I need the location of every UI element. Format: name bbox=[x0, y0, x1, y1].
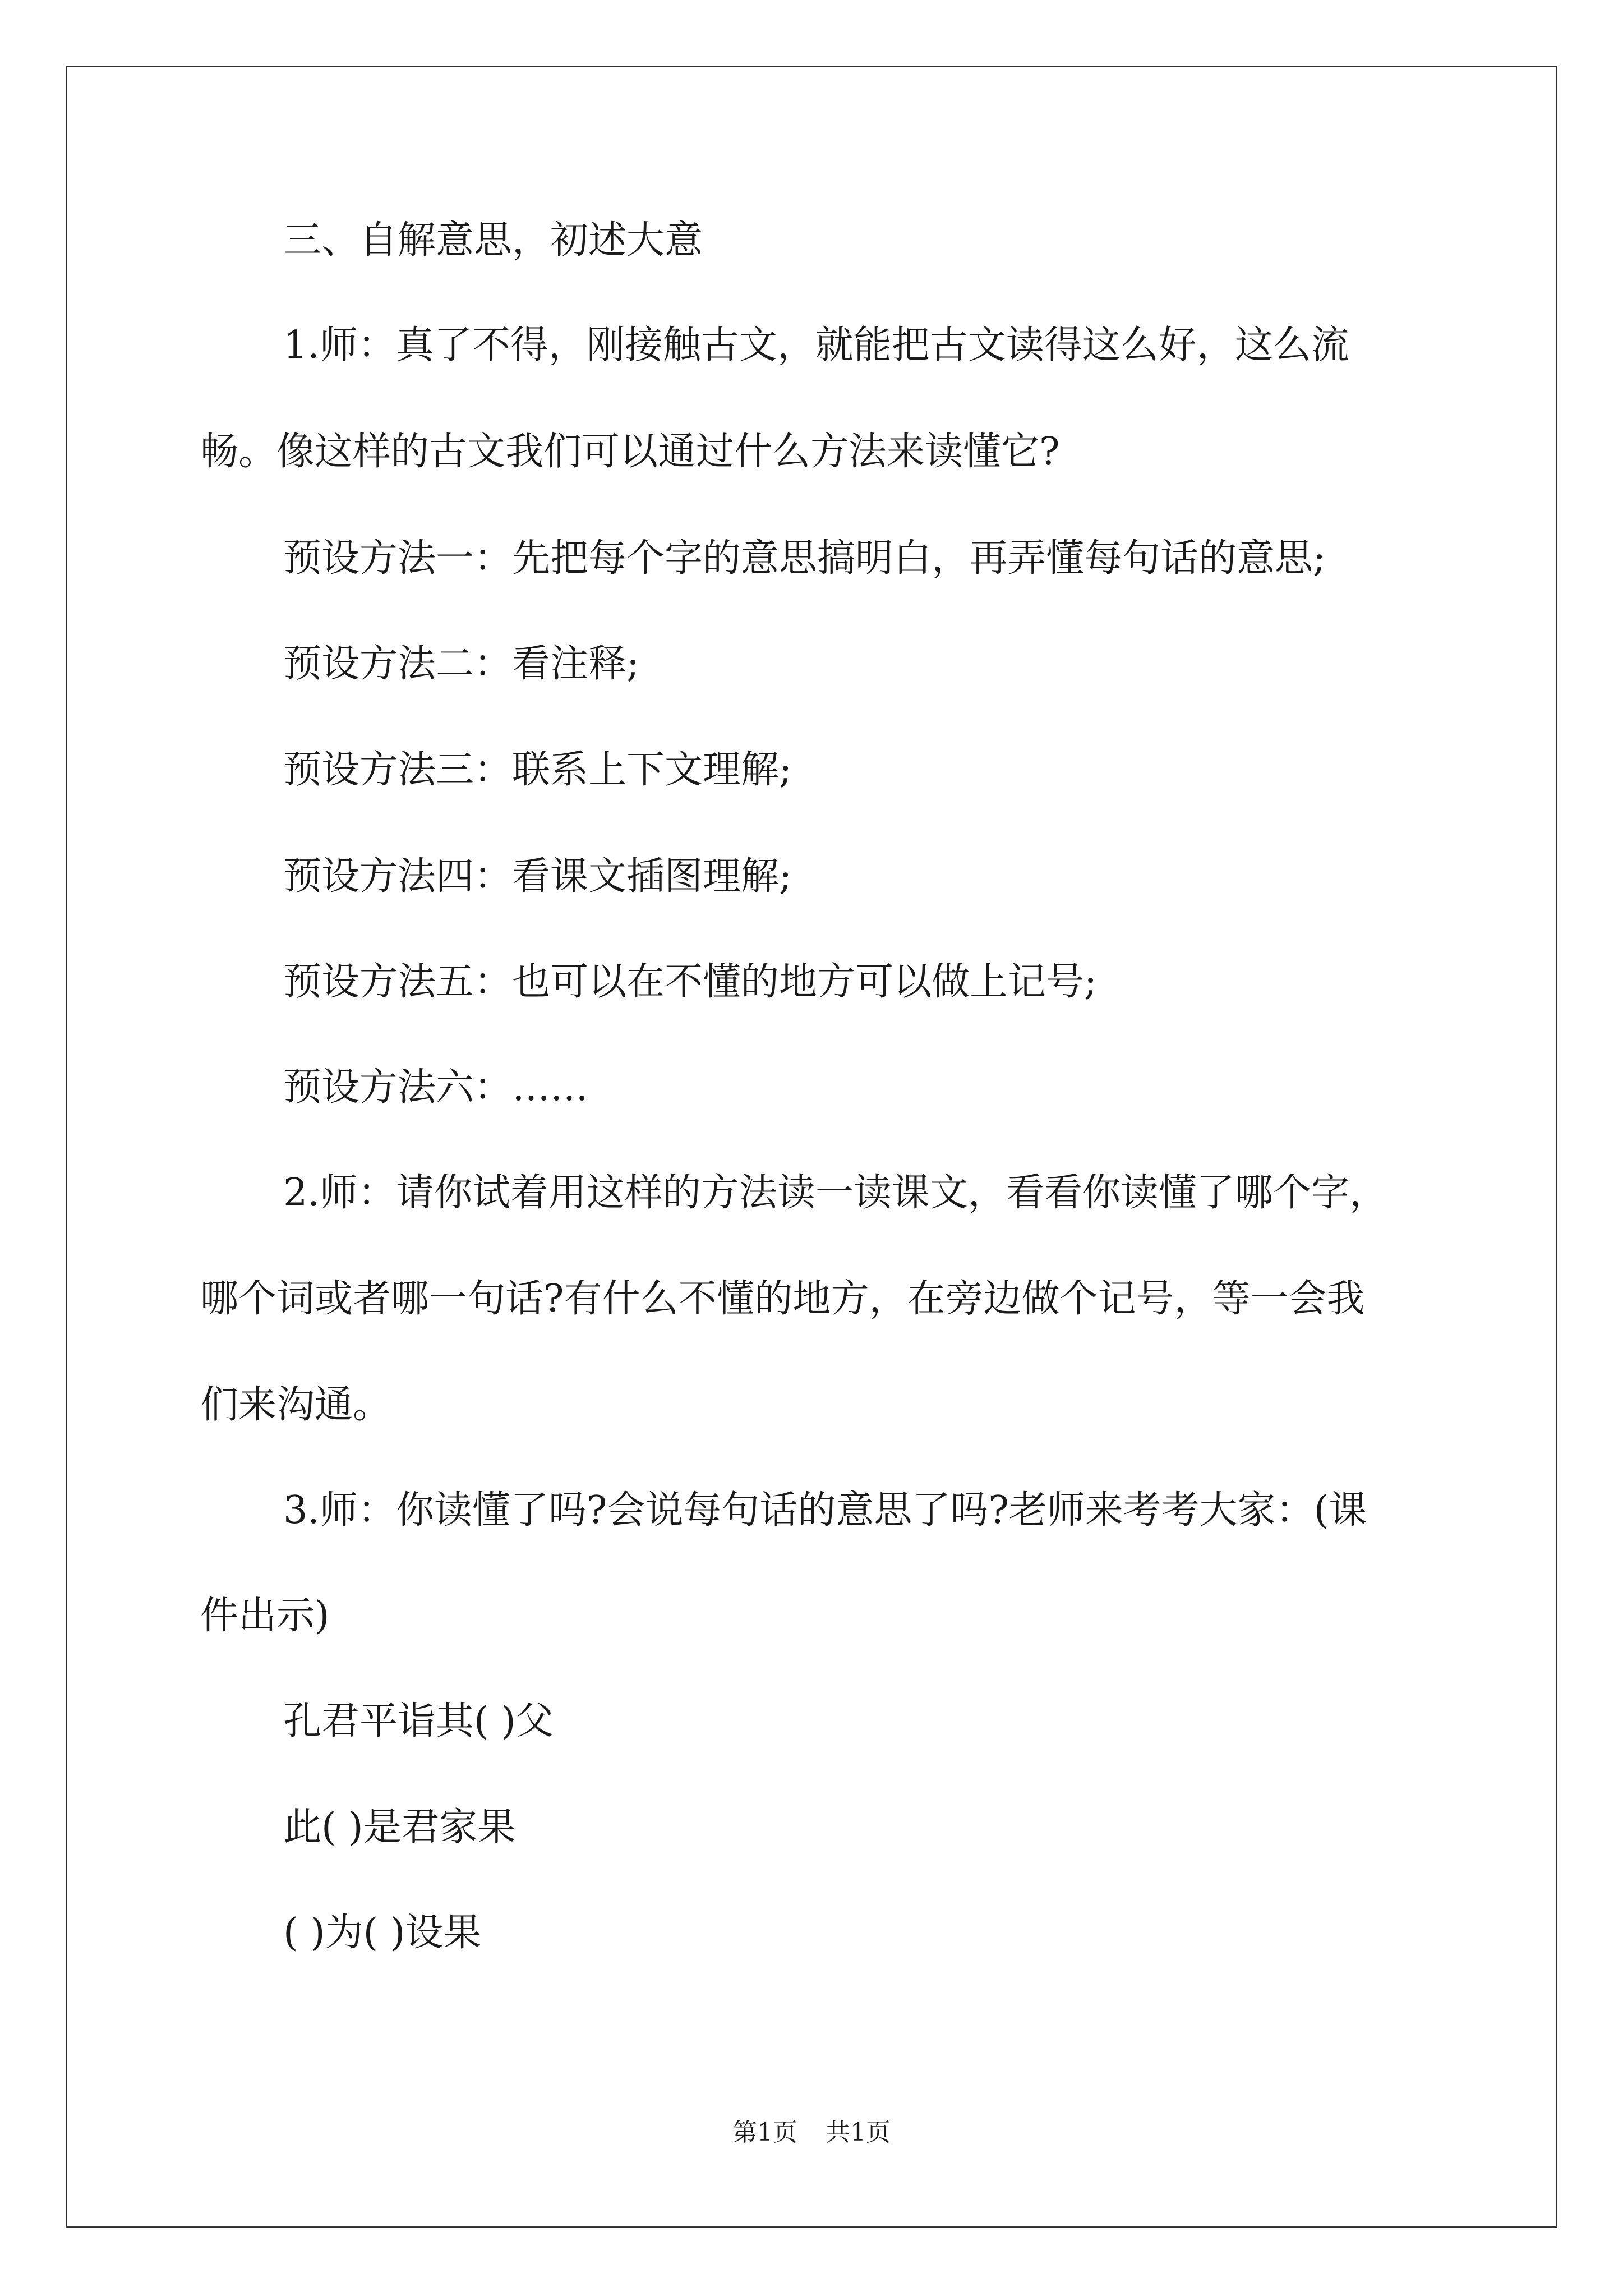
exercise-line: 此( )是君家果 bbox=[283, 1805, 516, 1849]
section-heading: 三、自解意思，初述大意 bbox=[283, 218, 703, 263]
paragraph-line: 们来沟通。 bbox=[200, 1383, 391, 1427]
paragraph-line: 3.师：你读懂了吗?会说每句话的意思了吗?老师来考考大家：(课 bbox=[283, 1488, 1367, 1533]
paragraph-line: 2.师：请你试着用这样的方法读一读课文，看看你读懂了哪个字， bbox=[283, 1171, 1387, 1215]
paragraph-line: 畅。像这样的古文我们可以通过什么方法来读懂它? bbox=[200, 430, 1060, 474]
page-border bbox=[66, 66, 1557, 2228]
page-number: 第1页 bbox=[732, 2118, 797, 2147]
paragraph-line: 1.师：真了不得，刚接触古文，就能把古文读得这么好，这么流 bbox=[283, 323, 1349, 367]
page-footer bbox=[0, 2120, 1623, 2145]
page-total: 共1页 bbox=[826, 2118, 891, 2147]
paragraph-line: 哪个词或者哪一句话?有什么不懂的地方，在旁边做个记号，等一会我 bbox=[200, 1277, 1365, 1321]
paragraph-line: 件出示) bbox=[200, 1594, 330, 1638]
paragraph-line: 预设方法五：也可以在不懂的地方可以做上记号; bbox=[283, 960, 1097, 1004]
paragraph-line: 预设方法三：联系上下文理解; bbox=[283, 748, 792, 792]
paragraph-line: 预设方法一：先把每个字的意思搞明白，再弄懂每句话的意思; bbox=[283, 536, 1326, 581]
exercise-line: 孔君平诣其( )父 bbox=[283, 1699, 554, 1743]
paragraph-line: 预设方法六：…… bbox=[283, 1065, 589, 1110]
paragraph-line: 预设方法二：看注释; bbox=[283, 642, 639, 686]
paragraph-line: 预设方法四：看课文插图理解; bbox=[283, 854, 792, 899]
exercise-line: ( )为( )设果 bbox=[283, 1911, 482, 1955]
